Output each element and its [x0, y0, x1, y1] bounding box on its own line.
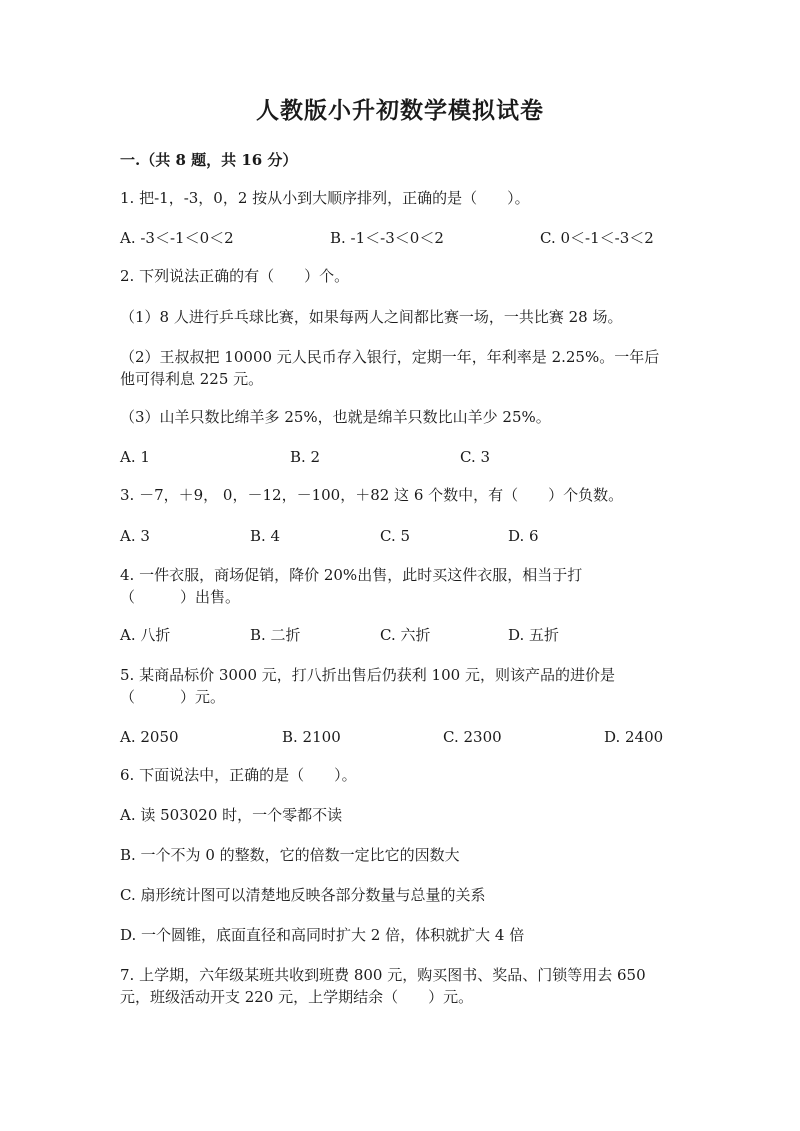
- question-6-option-c: C. 扇形统计图可以清楚地反映各部分数量与总量的关系: [120, 886, 486, 904]
- question-2-option-a: A. 1: [120, 448, 150, 466]
- question-5-option-b: B. 2100: [282, 728, 341, 746]
- question-3-option-b: B. 4: [250, 527, 281, 545]
- question-4-stem-cont: （ ）出售。: [120, 588, 241, 606]
- question-2-statement-1: （1）8 人进行乒乓球比赛，如果每两人之间都比赛一场，一共比赛 28 场。: [120, 308, 623, 326]
- question-1-option-c: C. 0＜-1＜-3＜2: [540, 229, 654, 247]
- question-4-option-b: B. 二折: [250, 626, 301, 644]
- question-4-option-d: D. 五折: [508, 626, 560, 644]
- question-2-option-b: B. 2: [290, 448, 321, 466]
- question-4-option-c: C. 六折: [380, 626, 431, 644]
- question-5-stem: 5. 某商品标价 3000 元，打八折出售后仍获利 100 元，则该产品的进价是: [120, 666, 615, 684]
- question-6-option-a: A. 读 503020 时，一个零都不读: [120, 806, 343, 824]
- question-5-option-a: A. 2050: [120, 728, 179, 746]
- question-7-stem: 7. 上学期，六年级某班共收到班费 800 元，购买图书、奖品、门锁等用去 650: [120, 966, 646, 984]
- question-2-statement-2: （2）王叔叔把 10000 元人民币存入银行，定期一年，年利率是 2.25%。一年后: [120, 348, 660, 366]
- question-1-option-b: B. -1＜-3＜0＜2: [330, 229, 444, 247]
- question-4-option-a: A. 八折: [120, 626, 171, 644]
- question-6-option-d: D. 一个圆锥，底面直径和高同时扩大 2 倍，体积就扩大 4 倍: [120, 926, 525, 944]
- question-2-option-c: C. 3: [460, 448, 491, 466]
- question-7-stem-cont: 元，班级活动开支 220 元，上学期结余（ ）元。: [120, 988, 474, 1006]
- question-2-stem: 2. 下列说法正确的有（ ）个。: [120, 267, 350, 285]
- question-6-option-b: B. 一个不为 0 的整数，它的倍数一定比它的因数大: [120, 846, 460, 864]
- question-2-statement-3: （3）山羊只数比绵羊多 25%，也就是绵羊只数比山羊少 25%。: [120, 408, 551, 426]
- question-5-option-c: C. 2300: [443, 728, 502, 746]
- question-3-option-c: C. 5: [380, 527, 411, 545]
- question-4-stem: 4. 一件衣服，商场促销，降价 20%出售，此时买这件衣服，相当于打: [120, 566, 583, 584]
- page-title: 人教版小升初数学模拟试卷: [256, 97, 544, 124]
- question-1-stem: 1. 把-1，-3，0，2 按从小到大顺序排列，正确的是（ ）。: [120, 189, 530, 207]
- question-3-option-a: A. 3: [120, 527, 150, 545]
- question-2-statement-2-cont: 他可得利息 225 元。: [120, 370, 264, 388]
- question-3-option-d: D. 6: [508, 527, 539, 545]
- question-1-option-a: A. -3＜-1＜0＜2: [120, 229, 234, 247]
- question-5-stem-cont: （ ）元。: [120, 688, 226, 706]
- question-6-stem: 6. 下面说法中，正确的是（ ）。: [120, 766, 357, 784]
- question-5-option-d: D. 2400: [604, 728, 664, 746]
- question-3-stem: 3. －7，＋9， 0，－12，－100，＋82 这 6 个数中，有（ ）个负数。: [120, 486, 624, 504]
- section-header: 一.（共 8 题，共 16 分）: [120, 151, 298, 169]
